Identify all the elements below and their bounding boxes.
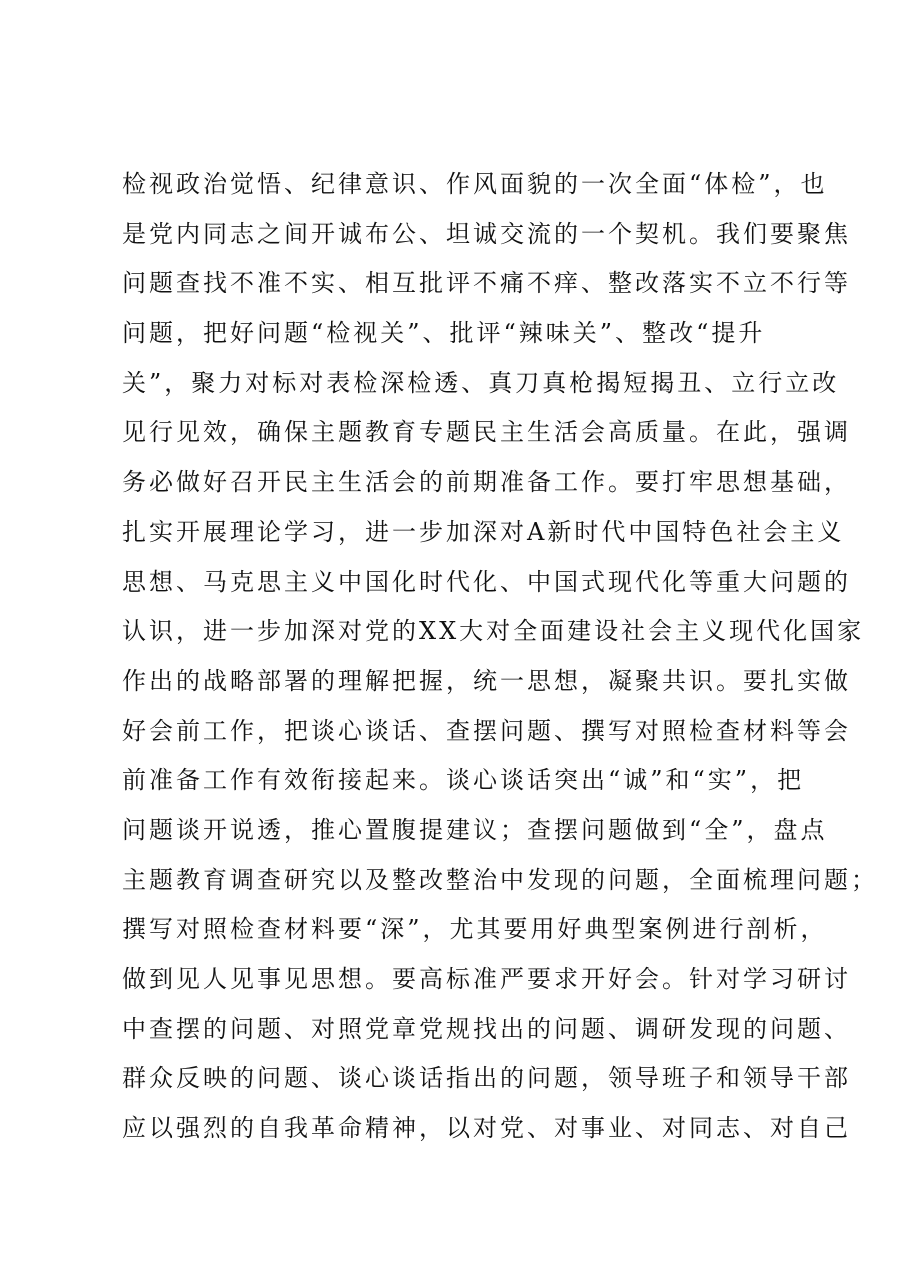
text-line: 扎实开展理论学习，进一步加深对A新时代中国特色社会主义 [122,517,845,546]
text-line: 务必做好召开民主生活会的前期准备工作。要打牢思想基础， [122,468,851,497]
text-line: 撰写对照检查材料要“深”，尤其要用好典型案例进行剖析， [122,915,828,944]
text-line: 作出的战略部署的理解把握，统一思想，凝聚共识。要扎实做 [122,666,851,695]
text-line: 问题查找不准不实、相互批评不痛不痒、整改落实不立不行等 [122,269,851,298]
text-line: 前准备工作有效衔接起来。谈心谈话突出“诚”和“实”，把 [122,766,805,795]
text-line: 问题谈开说透，推心置腹提建议；查摆问题做到“全”，盘点 [122,815,828,844]
text-line: 认识，进一步加深对党的XX大对全面建设社会主义现代化国家 [122,617,865,646]
document-body [122,160,878,1154]
text-line: 检视政治觉悟、纪律意识、作风面貌的一次全面“体检”，也 [122,170,828,198]
text-line: 应以强烈的自我革命精神，以对党、对事业、对同志、对自己 [122,1114,851,1143]
text-line: 关”，聚力对标对表检深检透、真刀真枪揭短揭丑、立行立改 [122,368,840,397]
text-line: 群众反映的问题、谈心谈话指出的问题，领导班子和领导干部 [122,1064,851,1093]
text-line: 见行见效，确保主题教育专题民主生活会高质量。在此，强调 [122,418,851,447]
text-line: 主题教育调查研究以及整改整治中发现的问题，全面梳理问题； [122,865,878,894]
text-line: 好会前工作，把谈心谈话、查摆问题、撰写对照检查材料等会 [122,716,851,745]
text-line: 是党内同志之间开诚布公、坦诚交流的一个契机。我们要聚焦 [122,219,851,248]
text-line: 做到见人见事见思想。要高标准严要求开好会。针对学习研讨 [122,965,851,993]
text-line: 思想、马克思主义中国化时代化、中国式现代化等重大问题的 [122,567,851,596]
text-line: 问题，把好问题“检视关”、批评“辣味关”、整改“提升 [122,319,766,348]
text-line: 中查摆的问题、对照党章党规找出的问题、调研发现的问题、 [122,1014,851,1043]
